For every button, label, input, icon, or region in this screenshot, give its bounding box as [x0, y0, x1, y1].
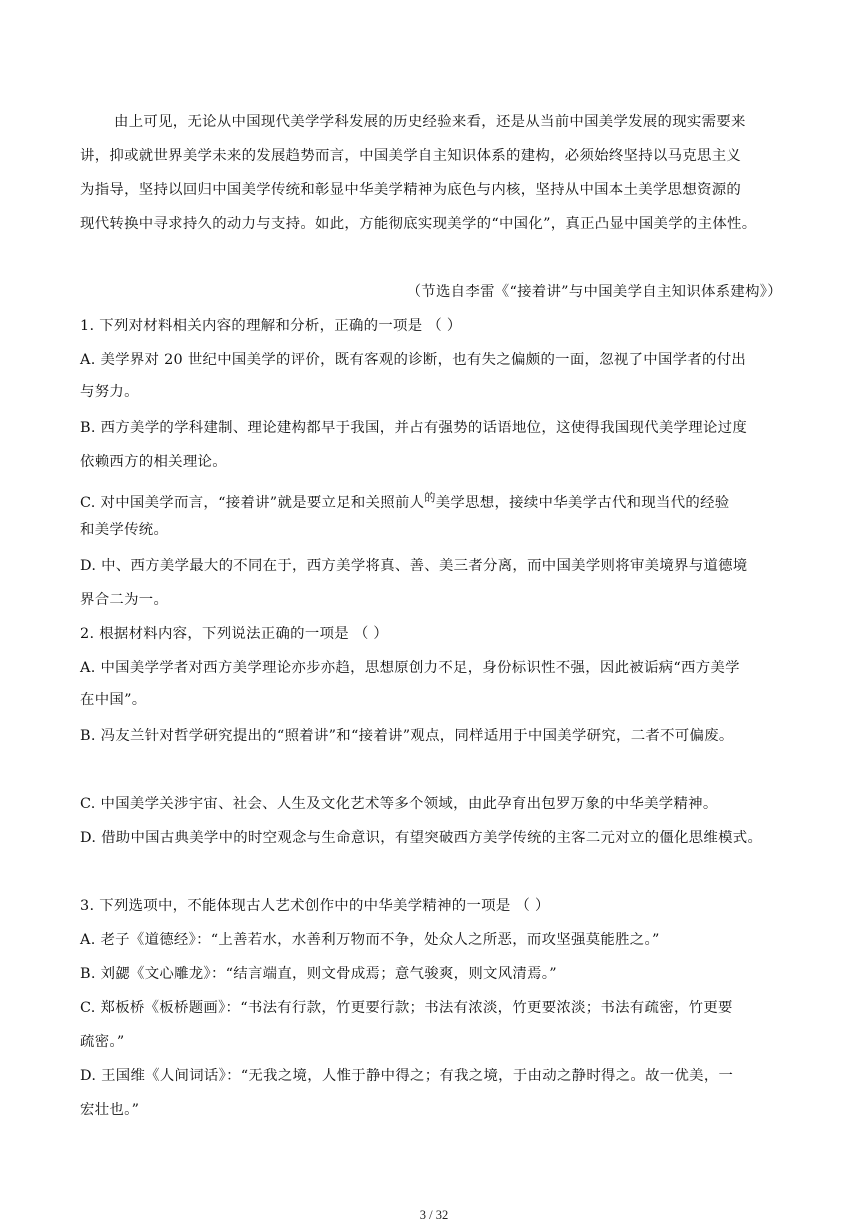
option-c-text-pre: C. 对中国美学而言，“接着讲”就是要立足和关照前人	[80, 495, 425, 511]
question-2-option-b: B. 冯友兰针对哲学研究提出的“照着讲”和“接着讲”观点，同样适用于中国美学研究，二者不可偏废。	[80, 728, 734, 744]
question-3-option-c-cont: 疏密。”	[80, 1034, 125, 1050]
question-3-option-d: D. 王国维《人间词话》：“无我之境，人惟于静中得之；有我之境，于由动之静时得之。故一优美，一	[80, 1068, 734, 1084]
question-1-option-d-cont: 界合二为一。	[80, 592, 169, 608]
question-2-option-a: A. 中国美学学者对西方美学理论亦步亦趋，思想原创力不足，身份标识性不强，因此被诟病“西方美学	[80, 660, 740, 676]
question-1-option-b-cont: 依赖西方的相关理论。	[80, 454, 227, 470]
passage-line: 现代转换中寻求持久的动力与支持。如此，方能彻底实现美学的“中国化”，真正凸显中国美学的主体性。	[80, 216, 757, 232]
question-3-option-c: C. 郑板桥《板桥题画》：“书法有行款，竹更要行款；书法有浓淡，竹更要浓淡；书法有疏密，竹更要	[80, 1000, 733, 1016]
page-number: 3 / 32	[419, 1208, 449, 1222]
source-citation: （节选自李雷《“接着讲”与中国美学自主知识体系建构》）	[406, 284, 782, 300]
option-c-superscript: 的	[424, 491, 436, 504]
passage-line: 由上可见，无论从中国现代美学学科发展的历史经验来看，还是从当前中国美学发展的现实需要来	[114, 114, 746, 130]
passage-line: 讲，抑或就世界美学未来的发展趋势而言，中国美学自主知识体系的建构，必须始终坚持以马克思主义	[80, 148, 742, 164]
question-2-option-a-cont: 在中国”。	[80, 692, 147, 708]
question-3-option-d-cont: 宏壮也。”	[80, 1102, 140, 1118]
question-1-option-c-cont: 和美学传统。	[80, 522, 169, 538]
question-1-option-a: A. 美学界对 20 世纪中国美学的评价，既有客观的诊断，也有失之偏颇的一面，忽视了中国学者的付出	[80, 352, 747, 368]
question-3-stem: 3. 下列选项中，不能体现古人艺术创作中的中华美学精神的一项是 （ ）	[80, 898, 550, 914]
question-2-option-d: D. 借助中国古典美学中的时空观念与生命意识，有望突破西方美学传统的主客二元对立的僵化思维模式。	[80, 830, 763, 846]
question-2-option-c: C. 中国美学关涉宇宙、社会、人生及文化艺术等多个领域，由此孕育出包罗万象的中华美学精神。	[80, 796, 718, 812]
question-1-stem: 1. 下列对材料相关内容的理解和分析，正确的一项是 （ ）	[80, 318, 462, 334]
question-2-stem: 2. 根据材料内容，下列说法正确的一项是 （ ）	[80, 626, 389, 642]
option-c-text-post: 美学思想，接续中华美学古代和现当代的经验	[435, 495, 730, 511]
question-1-option-d: D. 中、西方美学最大的不同在于，西方美学将真、善、美三者分离，而中国美学则将审美境界与道德境	[80, 558, 748, 574]
passage-line: 为指导，坚持以回归中国美学传统和彰显中华美学精神为底色与内核，坚持从中国本土美学思想资源的	[80, 182, 742, 198]
question-3-option-a: A. 老子《道德经》：“上善若水，水善利万物而不争，处众人之所恶，而攻坚强莫能胜之。”	[80, 932, 660, 948]
question-1-option-c	[80, 488, 730, 513]
question-1-option-b: B. 西方美学的学科建制、理论建构都早于我国，并占有强势的话语地位，这使得我国现代美学理论过度	[80, 420, 748, 436]
question-3-option-b: B. 刘勰《文心雕龙》：“结言端直，则文骨成焉；意气骏爽，则文风清焉。”	[80, 966, 557, 982]
question-1-option-a-cont: 与努力。	[80, 384, 139, 400]
